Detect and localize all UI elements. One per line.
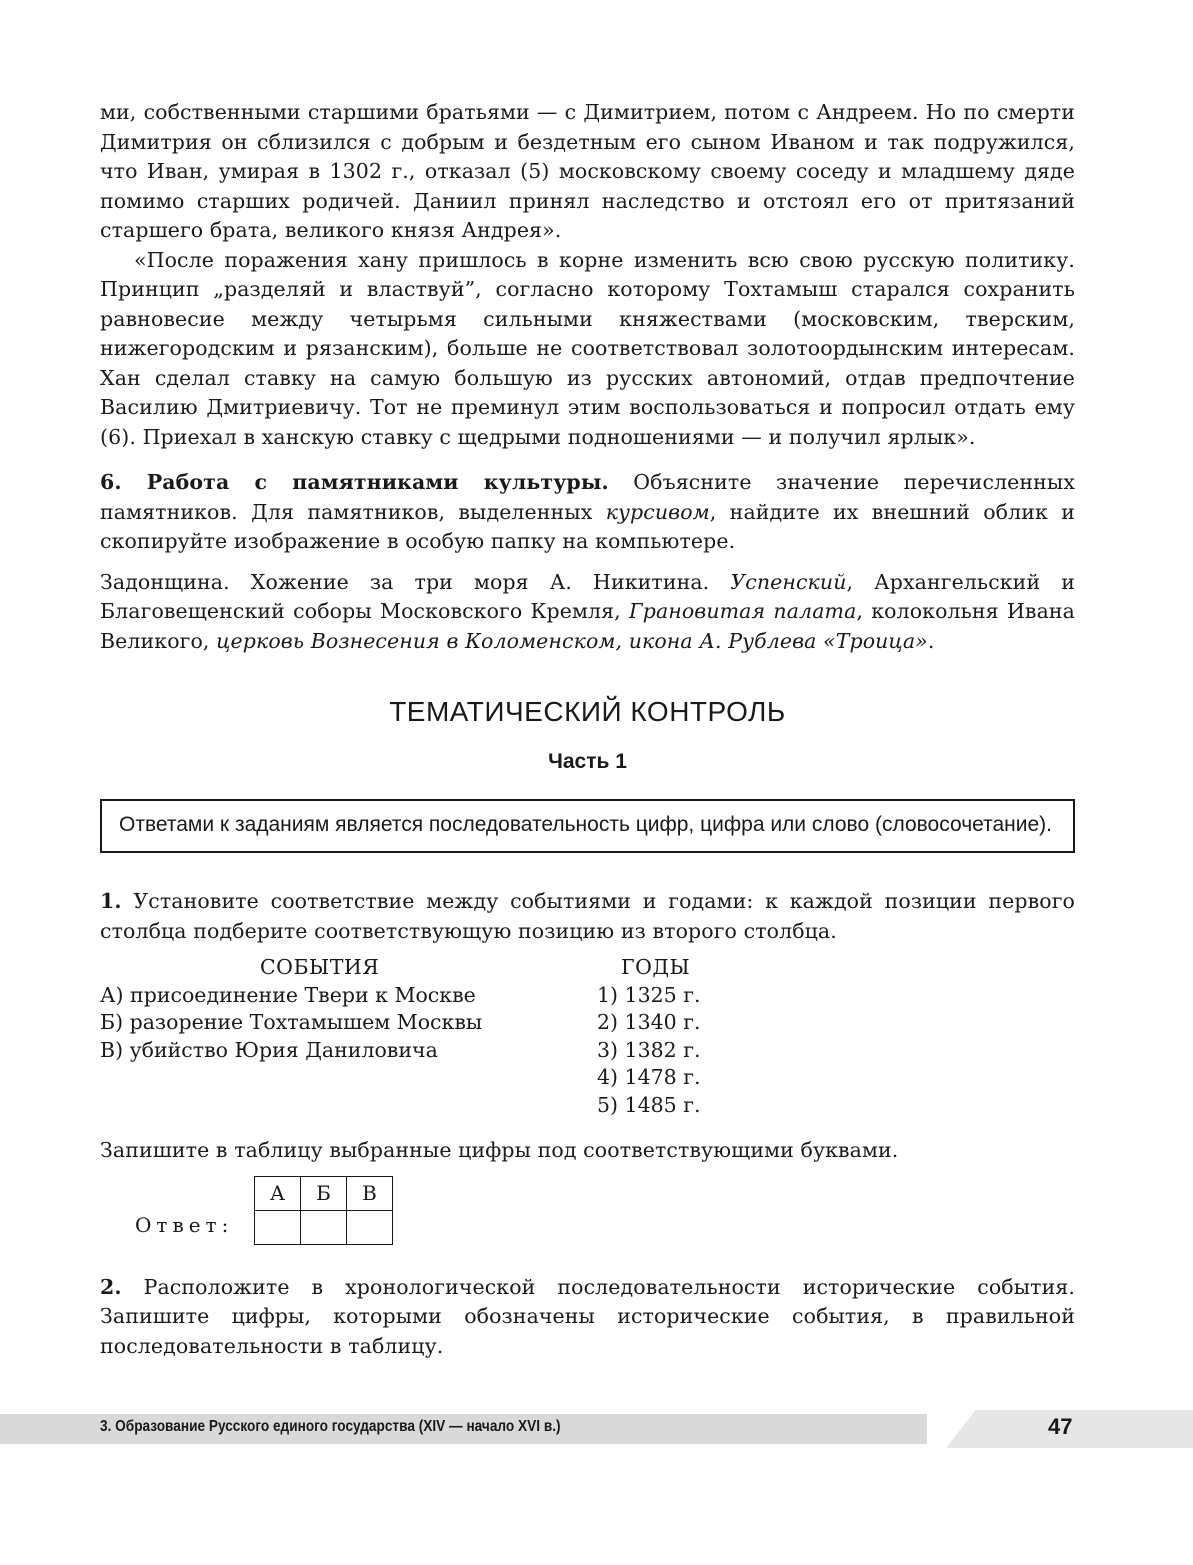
task-1-instruction: Запишите в таблицу выбранные цифры под соответствующими буквами. [100,1138,899,1162]
task-6-text-b: , найдите их внешний облик и скопируйте изображение в особую папку на компьютере. [100,499,1075,553]
task-1-number: 1. [100,889,122,913]
monuments-part-5: , колокольня Ивана Великого, [100,599,1075,653]
year-item: 3) 1382 г. [597,1037,701,1062]
footer-chapter-title: 3. Образование Русского единого государства (XIV — начало XVI в.) [100,1418,561,1435]
matching-columns [100,954,1075,1117]
monuments-part-1: Задонщина. Хожение за три моря А. Никитина. [100,569,731,594]
answer-label: Ответ: [135,1212,234,1237]
answer-table [254,1176,393,1245]
event-item: Б) разорение Тохтамышем Москвы [100,1010,483,1034]
monuments-part-2: Успенский [730,569,847,594]
answer-input-row [255,1210,393,1244]
task-1-text: Установите соответствие между событиями и годами: к каждой позиции первого столбца подберите соответствующую позицию из второго столбца. [100,889,1075,943]
event-item: А) присоединение Твери к Москве [100,982,476,1007]
part-title: Часть 1 [548,750,627,773]
monuments-part-7: . [927,628,935,653]
year-item: 2) 1340 г. [597,1010,701,1034]
year-item: 1) 1325 г. [597,982,701,1007]
task-2-text: Расположите в хронологической последовательности исторические события. Запишите цифры, которыми обозначены исторические события, в правильной последовательности в таблицу. [100,1274,1075,1358]
answer-header-cell: А [255,1176,301,1210]
event-item: В) убийство Юрия Даниловича [100,1037,438,1062]
paragraph-quote-2: «После поражения хану пришлось в корне изменить всю свою русскую политику. Принцип „разделяй и властвуй”, согласно которому Тохтамыш старался сохранить равновесие между четырьмя сильными княжествами (московским, тверским, нижегородским и рязанским), больше не соответствовал золотоордынским интересам. Хан сделал ставку на самую большую из русских автономий, отдав предпочтение Василию Дмитриевичу. Тот не преминул этим воспользоваться и попросил отдать ему (6). Приехал в ханскую ставку с щедрыми подношениями — и получил ярлык». [100,247,1075,449]
task-6-heading: 6. Работа с памятниками культуры. [100,470,609,494]
monuments-part-3: , Архангельский и Благовещенский соборы Московского Кремля, [100,569,1075,623]
task-2 [100,1273,1075,1362]
answer-header-cell: В [347,1176,393,1210]
year-item: 4) 1478 г. [597,1065,701,1089]
years-column [597,954,797,1119]
task-6-italic: курсивом [605,499,710,524]
events-column [100,954,560,1064]
answer-header-row [255,1176,393,1210]
events-header: СОБЫТИЯ [260,955,380,979]
answer-input-cell[interactable] [301,1210,347,1244]
paragraph-quote-1: ми, собственными старшими братьями — с Димитрием, потом с Андреем. Но по смерти Димитрия он сблизился с добрым и бездетным его сыном Иваном и так подружился, что Иван, умирая в 1302 г., отказал (5) московскому своему соседу и младшему дяде помимо старших родичей. Даниил принял наследство и отстоял его от притязаний старшего брата, великого князя Андрея». [100,100,1075,242]
instructions-box: Ответами к заданиям является последовательность цифр, цифра или слово (словосочетание). [100,799,1075,853]
answer-block [100,1176,1075,1250]
task-2-number: 2. [100,1274,122,1299]
monuments-list [100,568,1075,657]
answer-input-cell[interactable] [255,1210,301,1244]
year-item: 5) 1485 г. [597,1092,701,1117]
task-6-text-a: Объясните значение перечисленных памятников. Для памятников, выделенных [100,470,1075,524]
answer-header-cell: Б [301,1176,347,1210]
page-number: 47 [1048,1414,1073,1439]
monuments-part-4: Грановитая палата [629,599,857,623]
task-1 [100,887,1075,946]
years-header: ГОДЫ [621,955,691,979]
section-title: ТЕМАТИЧЕСКИЙ КОНТРОЛЬ [389,696,786,727]
task-6 [100,468,1075,557]
monuments-part-6: церковь Вознесения в Коломенском, икона А. Рублева «Троица» [216,628,928,653]
page-content [100,98,1075,1361]
answer-input-cell[interactable] [347,1210,393,1244]
